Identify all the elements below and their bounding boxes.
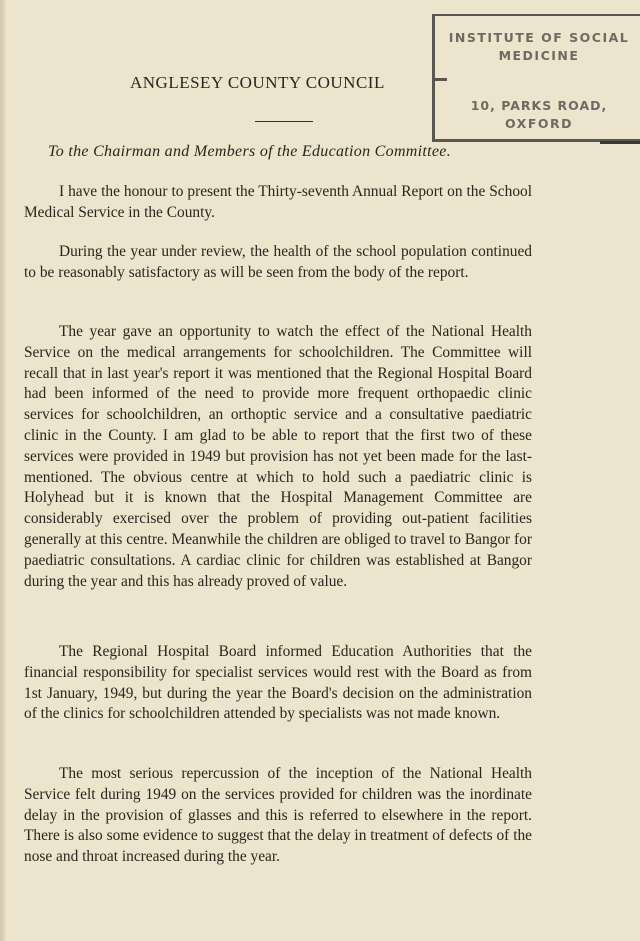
library-stamp [432,14,640,142]
paragraph-4: The Regional Hospital Board informed Education Authorities that the financial responsibility for specialist services would rest with the Board as from 1st January, 1949, but during the year the Board's decision on the administration of the clinics for schoolchildren attended by specialists was not made known. [24,643,532,723]
stamp-line-medicine: MEDICINE [498,48,580,63]
paragraph-3: The year gave an opportunity to watch the effect of the National Health Service on the medical arrangements for schoolchildren. The Committee will recall that in last year's report it was mentioned that the Regional Hospital Board had been informed of the need to provide more frequent orthopaedic clinic services for schoolchildren, an orthoptic service and a consultative paediatric clinic in the County. I am glad to be able to report that the first two of these services were provided in 1949 but provision has not yet been made for the last-mentioned. The obvious centre at which to hold such a paediatric clinic is Holyhead but it is known that the Hospital Management Committee are considerably exercised over the problem of providing out-patient facilities generally at this centre. Meanwhile the children are obliged to travel to Bangor for paediatric consultations. A cardiac clinic for children was established at Bangor during the year and this has already proved of value. [24,323,532,590]
paragraph-1: I have the honour to present the Thirty-seventh Annual Report on the School Medical Service in the County. [24,183,532,221]
stamp-bar [600,141,640,144]
stamp-line-institute: INSTITUTE OF SOCIAL [448,30,630,45]
stamp-divider [435,78,447,81]
page-edge [0,0,6,941]
paragraph-5: The most serious repercussion of the inception of the National Health Service felt during 1949 on the services provided for children was the inordinate delay in the provision of glasses and this is referred to elsewhere in the report. There is also some evidence to suggest that the delay in treatment of defects of the nose and throat increased during the year. [24,765,532,866]
paragraph-2: During the year under review, the health of the school population continued to be reasonably satisfactory as will be seen from the body of the report. [24,243,532,281]
page-title: ANGLESEY COUNTY COUNCIL [130,73,385,92]
stamp-line-city: OXFORD [505,116,573,131]
salutation: To the Chairman and Members of the Education Committee. [48,143,451,160]
title-rule [255,121,313,122]
stamp-line-address: 10, PARKS ROAD, [470,98,608,113]
